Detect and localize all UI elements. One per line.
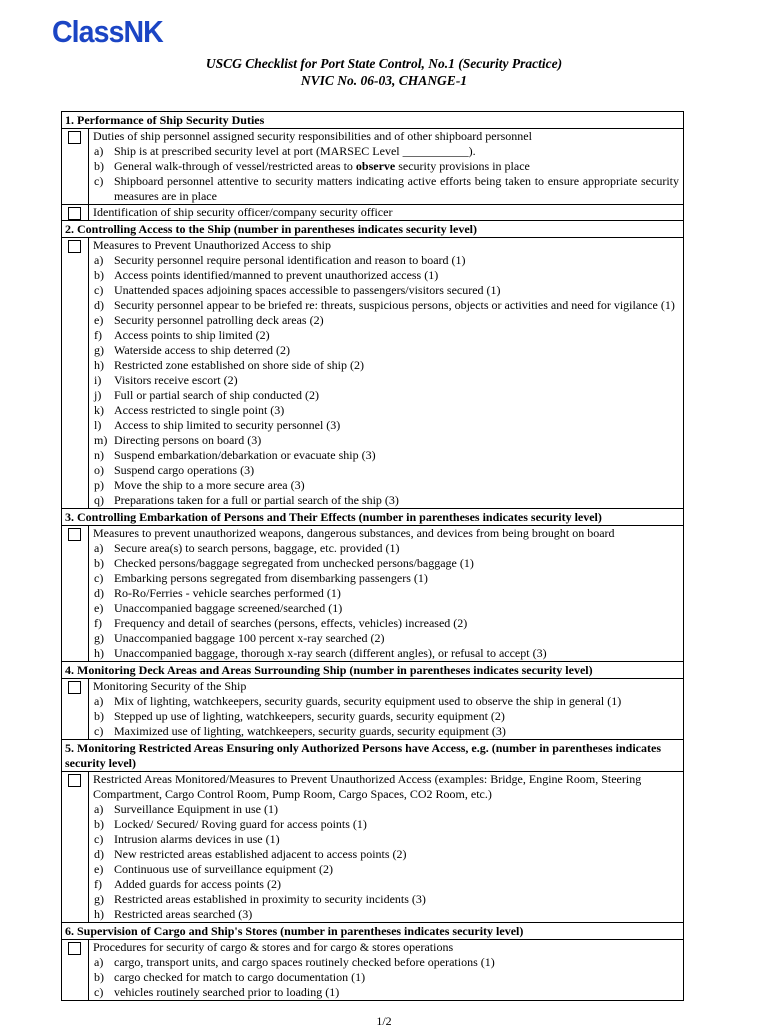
checkbox-cell [62, 205, 89, 221]
sub-item-text: Full or partial search of ship conducted (2) [114, 388, 319, 402]
checkbox[interactable] [68, 942, 81, 955]
sub-item [93, 159, 679, 174]
sub-item-text: Ship is at prescribed security level at port (MARSEC Level ___________). [114, 144, 476, 158]
checklist-item-title: Restricted Areas Monitored/Measures to Prevent Unauthorized Access (examples: Bridge, Engine Room, Steering Compartment, Cargo Control Room, Pump Room, Cargo Spaces, CO2 Room, etc.) [93, 772, 642, 801]
sub-item [93, 955, 679, 970]
sub-item-label: a) [94, 955, 104, 969]
sub-item-label: g) [94, 343, 104, 357]
section-header-text: 5. Monitoring Restricted Areas Ensuring only Authorized Persons have Access, e.g. (number in parentheses indicates security level) [62, 740, 684, 772]
sub-item [93, 970, 679, 985]
sub-item-text: Access to ship limited to security personnel (3) [114, 418, 341, 432]
checkbox[interactable] [68, 240, 81, 253]
sub-item-text: Restricted areas searched (3) [114, 907, 253, 921]
sub-item [93, 298, 679, 313]
sub-item-label: b) [94, 268, 104, 282]
sub-item-text: Intrusion alarms devices in use (1) [114, 832, 280, 846]
sub-item [93, 373, 679, 388]
section-header-text: 4. Monitoring Deck Areas and Areas Surrounding Ship (number in parentheses indicates security level) [62, 662, 684, 679]
sub-item-label: e) [94, 862, 104, 876]
checklist-content [89, 940, 684, 1001]
checklist-item-title: Monitoring Security of the Ship [93, 679, 247, 693]
sub-item-label: h) [94, 646, 104, 660]
sub-item [93, 418, 679, 433]
sub-item [93, 631, 679, 646]
sub-item-label: a) [94, 253, 104, 267]
checkbox-cell [62, 772, 89, 923]
sub-item-label: e) [94, 601, 104, 615]
checkbox-cell [62, 238, 89, 509]
sub-item-text [114, 159, 679, 174]
sub-item-label: d) [94, 586, 104, 600]
sub-item [93, 646, 679, 661]
sub-item-text: cargo, transport units, and cargo spaces routinely checked before operations (1) [114, 955, 495, 969]
checklist-item-title: Procedures for security of cargo & stores and for cargo & stores operations [93, 940, 454, 954]
section-header-text: 6. Supervision of Cargo and Ship's Stores (number in parentheses indicates security level) [62, 923, 684, 940]
sub-item-text: Security personnel appear to be briefed re: threats, suspicious persons, objects or activities and need for vigilance (1) [114, 298, 675, 312]
checklist-item-title: Duties of ship personnel assigned security responsibilities and of other shipboard personnel [93, 129, 532, 143]
sub-item-label: c) [94, 832, 104, 846]
sub-item-text: Security personnel patrolling deck areas (2) [114, 313, 324, 327]
section-header-text: 3. Controlling Embarkation of Persons and Their Effects (number in parentheses indicates security level) [62, 509, 684, 526]
sub-item-text: Locked/ Secured/ Roving guard for access points (1) [114, 817, 367, 831]
checkbox-cell [62, 526, 89, 662]
sub-item-label: f) [94, 877, 102, 891]
sub-item [93, 832, 679, 847]
section-header [62, 923, 684, 940]
sub-item-label: c) [94, 283, 104, 297]
sub-item-text: Move the ship to a more secure area (3) [114, 478, 305, 492]
checklist-item-title: Identification of ship security officer/company security officer [93, 205, 393, 219]
checklist-content [89, 205, 684, 221]
sub-item-text: Directing persons on board (3) [114, 433, 262, 447]
section-header [62, 221, 684, 238]
sub-item-label: o) [94, 463, 104, 477]
sub-item [93, 144, 679, 159]
sub-item-label: g) [94, 631, 104, 645]
sub-item-label: a) [94, 694, 104, 708]
sub-item-text: Unaccompanied baggage 100 percent x-ray searched (2) [114, 631, 385, 645]
checklist-row [62, 679, 684, 740]
sub-item-label: b) [94, 709, 104, 723]
sub-item-label: f) [94, 616, 102, 630]
sub-item-text: Security personnel require personal identification and reason to board (1) [114, 253, 466, 267]
sub-item-text: Visitors receive escort (2) [114, 373, 238, 387]
checklist-item-title: Measures to Prevent Unauthorized Access to ship [93, 238, 331, 252]
sub-item-label: c) [94, 174, 104, 188]
checklist-row [62, 526, 684, 662]
sub-item [93, 448, 679, 463]
sub-item-text: Suspend cargo operations (3) [114, 463, 255, 477]
sub-item [93, 343, 679, 358]
sub-item [93, 694, 679, 709]
checklist-item-title: Measures to prevent unauthorized weapons, dangerous substances, and devices from being brought on board [93, 526, 615, 540]
sub-item-text: Frequency and detail of searches (persons, effects, vehicles) increased (2) [114, 616, 468, 630]
section-header [62, 740, 684, 772]
sub-item-text: Secure area(s) to search persons, baggage, etc. provided (1) [114, 541, 400, 555]
sub-item-emphasis: observe [355, 159, 396, 173]
page-number: 1/2 [376, 1014, 392, 1028]
checkbox-cell [62, 940, 89, 1001]
sub-item [93, 541, 679, 556]
sub-item-text: Mix of lighting, watchkeepers, security guards, security equipment used to observe the ship in general (1) [114, 694, 622, 708]
sub-item-text: New restricted areas established adjacent to access points (2) [114, 847, 407, 861]
section-header [62, 509, 684, 526]
sub-item [93, 313, 679, 328]
sub-item-label: c) [94, 571, 104, 585]
sub-item-text-part: security provisions in place [395, 159, 530, 173]
sub-item [93, 556, 679, 571]
sub-item-label: d) [94, 847, 104, 861]
sub-item-text: Unaccompanied baggage screened/searched (1) [114, 601, 343, 615]
sub-item [93, 358, 679, 373]
section-header-text: 2. Controlling Access to the Ship (number in parentheses indicates security level) [62, 221, 684, 238]
checkbox[interactable] [68, 681, 81, 694]
document-subtitle: NVIC No. 06-03, CHANGE-1 [300, 73, 468, 88]
sub-item [93, 907, 679, 922]
sub-item-label: f) [94, 328, 102, 342]
sub-item-label: a) [94, 541, 104, 555]
sub-item [93, 877, 679, 892]
sub-item-text: Unattended spaces adjoining spaces accessible to passengers/visitors secured (1) [114, 283, 501, 297]
sub-item-text: Embarking persons segregated from disembarking passengers (1) [114, 571, 428, 585]
sub-item-label: b) [94, 159, 104, 173]
sub-item-text-part: General walk-through of vessel/restricted areas to [114, 159, 356, 173]
sub-item [93, 571, 679, 586]
sub-item-label: g) [94, 892, 104, 906]
sub-item-text: Restricted areas established in proximity to security incidents (3) [114, 892, 426, 906]
sub-item [93, 892, 679, 907]
sub-item [93, 616, 679, 631]
sub-item [93, 433, 679, 448]
sub-item [93, 253, 679, 268]
checkbox[interactable] [68, 131, 81, 144]
sub-item-text: Suspend embarkation/debarkation or evacuate ship (3) [114, 448, 376, 462]
checkbox[interactable] [68, 774, 81, 787]
sub-item [93, 802, 679, 817]
checkbox-cell [62, 129, 89, 205]
sub-item-text: Shipboard personnel attentive to security matters indicating active efforts being taken to ensure appropriate security measures are in place [114, 174, 679, 203]
sub-item-label: i) [94, 373, 102, 387]
checklist-content [89, 526, 684, 662]
sub-item-text: Access restricted to single point (3) [114, 403, 285, 417]
checklist-content [89, 238, 684, 509]
checkbox[interactable] [68, 207, 81, 220]
checklist-content [89, 679, 684, 740]
sub-item [93, 847, 679, 862]
sub-item [93, 586, 679, 601]
sub-item [93, 388, 679, 403]
checklist-content [89, 772, 684, 923]
sub-item-label: l) [94, 418, 102, 432]
sub-item-text: Preparations taken for a full or partial search of the ship (3) [114, 493, 399, 507]
section-header [62, 112, 684, 129]
sub-item [93, 817, 679, 832]
sub-item-label: b) [94, 817, 104, 831]
sub-item [93, 862, 679, 877]
checklist-content [89, 129, 684, 205]
section-header-text: 1. Performance of Ship Security Duties [62, 112, 684, 129]
sub-item-text: Access points identified/manned to prevent unauthorized access (1) [114, 268, 439, 282]
sub-item-label: j) [94, 388, 102, 402]
sub-item [93, 174, 679, 204]
classnk-logo: ClassNK [52, 14, 163, 49]
sub-item-label: n) [94, 448, 104, 462]
sub-item-text: Access points to ship limited (2) [114, 328, 270, 342]
checkbox[interactable] [68, 528, 81, 541]
sub-item [93, 403, 679, 418]
sub-item [93, 709, 679, 724]
sub-item-label: b) [94, 970, 104, 984]
checklist-row [62, 129, 684, 205]
sub-item-text: Maximized use of lighting, watchkeepers, security guards, security equipment (3) [114, 724, 506, 738]
sub-item-label: a) [94, 802, 104, 816]
sub-item [93, 724, 679, 739]
sub-item [93, 478, 679, 493]
sub-item-label: h) [94, 907, 104, 921]
sub-item-label: a) [94, 144, 104, 158]
sub-item-text: Unaccompanied baggage, thorough x-ray search (different angles), or refusal to accept (3) [114, 646, 547, 660]
sub-item-text: Checked persons/baggage segregated from unchecked persons/baggage (1) [114, 556, 474, 570]
sub-item [93, 601, 679, 616]
section-header [62, 662, 684, 679]
sub-item-label: d) [94, 298, 104, 312]
checkbox-cell [62, 679, 89, 740]
document-title: USCG Checklist for Port State Control, No.1 (Security Practice) [205, 56, 563, 71]
sub-item [93, 328, 679, 343]
checklist-table [61, 111, 684, 1001]
checklist-row [62, 205, 684, 221]
sub-item-text: cargo checked for match to cargo documentation (1) [114, 970, 366, 984]
sub-item-text: Stepped up use of lighting, watchkeepers, security guards, security equipment (2) [114, 709, 505, 723]
sub-item [93, 283, 679, 298]
sub-item [93, 985, 679, 1000]
sub-item-text: Surveillance Equipment in use (1) [114, 802, 278, 816]
sub-item-label: c) [94, 985, 104, 999]
sub-item-text: Continuous use of surveillance equipment (2) [114, 862, 333, 876]
checklist-row [62, 238, 684, 509]
sub-item-label: h) [94, 358, 104, 372]
sub-item-label: q) [94, 493, 104, 507]
sub-item-label: m) [94, 433, 108, 447]
sub-item-label: b) [94, 556, 104, 570]
sub-item-text: Added guards for access points (2) [114, 877, 281, 891]
sub-item [93, 493, 679, 508]
sub-item-label: p) [94, 478, 104, 492]
sub-item-label: c) [94, 724, 104, 738]
sub-item-text: vehicles routinely searched prior to loading (1) [114, 985, 340, 999]
sub-item-text: Restricted zone established on shore side of ship (2) [114, 358, 364, 372]
sub-item-text: Ro-Ro/Ferries - vehicle searches performed (1) [114, 586, 341, 600]
sub-item-label: e) [94, 313, 104, 327]
sub-item [93, 463, 679, 478]
checklist-row [62, 940, 684, 1001]
sub-item-text: Waterside access to ship deterred (2) [114, 343, 290, 357]
sub-item-label: k) [94, 403, 104, 417]
checklist-row [62, 772, 684, 923]
sub-item [93, 268, 679, 283]
